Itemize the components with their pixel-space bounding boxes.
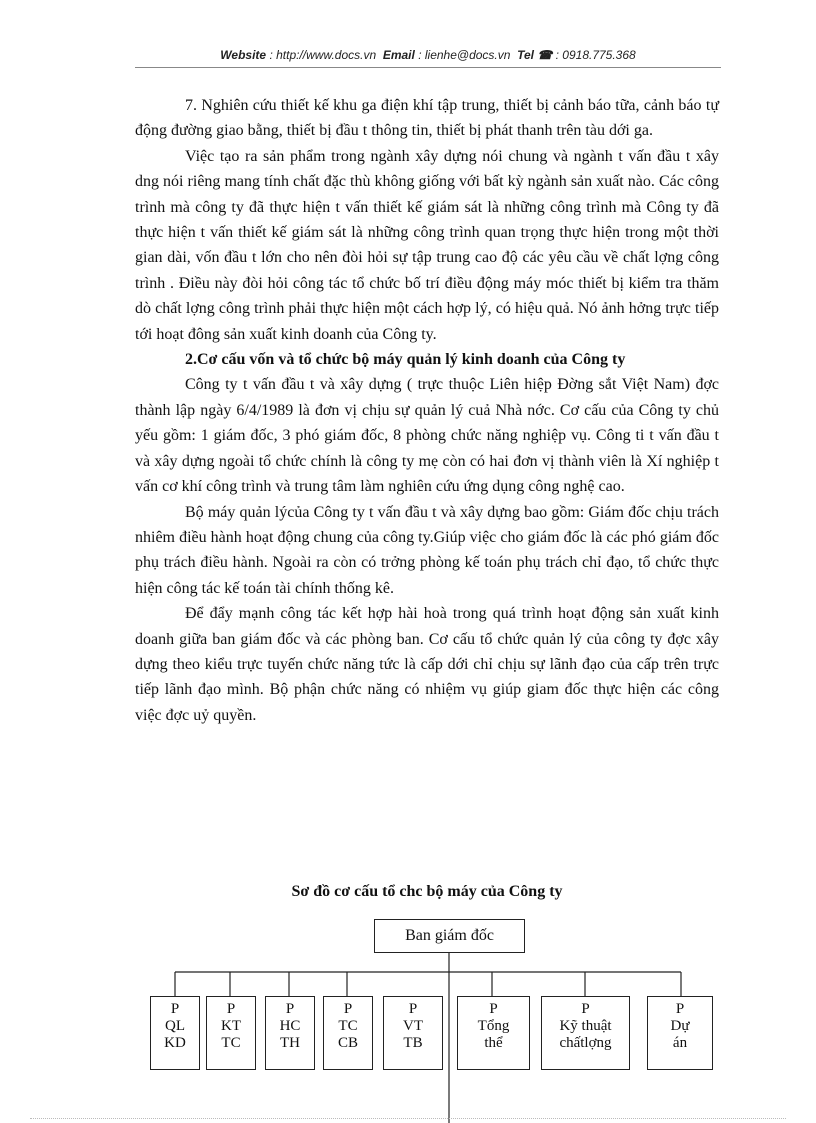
dept-line: P bbox=[675, 1001, 685, 1017]
tel-value: : 0918.775.368 bbox=[555, 48, 636, 62]
dept-line: chấtlợng bbox=[559, 1035, 612, 1051]
website-value: : http://www.docs.vn bbox=[269, 48, 377, 62]
box-p-ky-thuat-chat-luong bbox=[541, 996, 630, 1070]
dept-line: HC bbox=[279, 1018, 301, 1034]
dept-line: KD bbox=[164, 1035, 186, 1051]
dept-line: QL bbox=[165, 1018, 185, 1034]
box-p-vt-tb bbox=[383, 996, 443, 1070]
dept-line: P bbox=[170, 1001, 180, 1017]
dept-line: CB bbox=[337, 1035, 358, 1051]
email-value: : lienhe@docs.vn bbox=[418, 48, 511, 62]
footer-divider bbox=[30, 1118, 786, 1119]
box-p-kt-tc bbox=[206, 996, 256, 1070]
box-p-ql-kd bbox=[150, 996, 200, 1070]
box-p-tong-the bbox=[457, 996, 530, 1070]
dept-line: Kỹ thuật bbox=[559, 1018, 612, 1034]
dept-line: VT bbox=[403, 1018, 423, 1034]
tel-label: Tel ☎ bbox=[517, 48, 553, 62]
dept-line: Dự bbox=[670, 1018, 690, 1034]
dept-line: KT bbox=[221, 1018, 241, 1034]
paragraph-4: Bộ máy quản lýcủa Công ty t vấn đầu t và xây dựng bao gồm: Giám đốc chịu trách nhiêm điều hành hoạt động chung của công ty.Giúp việc cho giám đốc là các phó giám đốc phụ trách điều hành. Ngoài ra còn có trởng phòng kế toán phụ trách chỉ đạo, tổ chức thực hiện công tác kế toán tài chính thống kê. bbox=[135, 503, 719, 597]
dept-line: P bbox=[489, 1001, 498, 1017]
email-label: Email bbox=[382, 48, 415, 62]
dept-line: TH bbox=[280, 1035, 300, 1051]
box-p-hc-th bbox=[265, 996, 315, 1070]
dept-line: P bbox=[408, 1001, 418, 1017]
website-label: Website bbox=[220, 48, 267, 62]
org-chart-title: Sơ đồ cơ cấu tổ chc bộ máy của Công ty bbox=[291, 883, 563, 900]
box-p-tc-cb bbox=[323, 996, 373, 1070]
dept-line: P bbox=[581, 1001, 590, 1017]
box-ban-giam-doc: Ban giám đốc bbox=[374, 919, 525, 953]
dept-line: thể bbox=[484, 1035, 503, 1051]
paragraph-2: Việc tạo ra sản phẩm trong ngành xây dựng nói chung và ngành t vấn đầu t xây dng nói riêng mang tính chất đặc thù không giống với bất kỳ ngành sản xuất nào. Các công trình mà công ty đã thực hiện t vấn thiết kế giám sát là những công trình mà Công ty đã thực hiện t vấn thiết kế giám sát là những công trình quan trọng thực hiện trong một thời gian dài, vốn đầu t lớn cho nên đòi hỏi sự tập trung cao độ các yêu cầu về chất lợng công trình . Điều này đòi hỏi công tác tổ chức bố trí điều động máy móc thiết bị kiểm tra thăm dò chất lợng công trình phải thực hiện một cách hợp lý, có hiệu quả. Nó ảnh hởng trực tiếp tới hoạt đông sản xuất kinh doanh của Công ty. bbox=[135, 147, 719, 343]
dept-line: TC bbox=[338, 1018, 358, 1034]
dept-line: TC bbox=[221, 1035, 241, 1051]
section-heading: 2.Cơ cấu vốn và tổ chức bộ máy quản lý kinh doanh của Công ty bbox=[185, 351, 626, 369]
paragraph-5: Để đẩy mạnh công tác kết hợp hài hoà trong quá trình hoạt động sản xuất kinh doanh giữa ban giám đốc và các phòng ban. Cơ cấu tổ chức quản lý của công ty đợc xây dựng theo kiểu trực tuyến chức năng tức là cấp dới chỉ chịu sự lãnh đạo của cấp trên trực tiếp lãnh đạo mình. Bộ phận chức năng có nhiệm vụ giúp giam đốc thực hiện các công việc đợc uỷ quyền. bbox=[135, 605, 719, 724]
dept-line: TB bbox=[403, 1035, 423, 1051]
dept-line: án bbox=[672, 1035, 688, 1051]
dept-line: Tổng bbox=[477, 1018, 510, 1034]
paragraph-3: Công ty t vấn đầu t và xây dựng ( trực thuộc Liên hiệp Đờng sắt Việt Nam) đợc thành lập ngày 6/4/1989 là đơn vị chịu sự quản lý cuả Nhà nớc. Cơ cấu của Công ty chủ yếu gồm: 1 giám đốc, 3 phó giám đốc, 8 phòng chức năng nghiệp vụ. Công ti t vấn đầu t và xây dựng ngoài tổ chức chính là công ty mẹ còn có hai đơn vị thành viên là Xí nghiệp t vấn cơ khí công trình và trung tâm làm nghiên cứu ứng dụng công nghệ cao. bbox=[135, 376, 719, 496]
dept-line: P bbox=[285, 1001, 295, 1017]
paragraph-1: 7. Nghiên cứu thiết kế khu ga điện khí tập trung, thiết bị cảnh báo tữa, cảnh báo tự động đường giao bằng, thiết bị đầu t thông tin, thiết bị phát thanh trên tàu dới ga. bbox=[135, 97, 719, 140]
dept-line: P bbox=[226, 1001, 236, 1017]
dept-line: P bbox=[343, 1001, 353, 1017]
box-p-du-an bbox=[647, 996, 713, 1070]
